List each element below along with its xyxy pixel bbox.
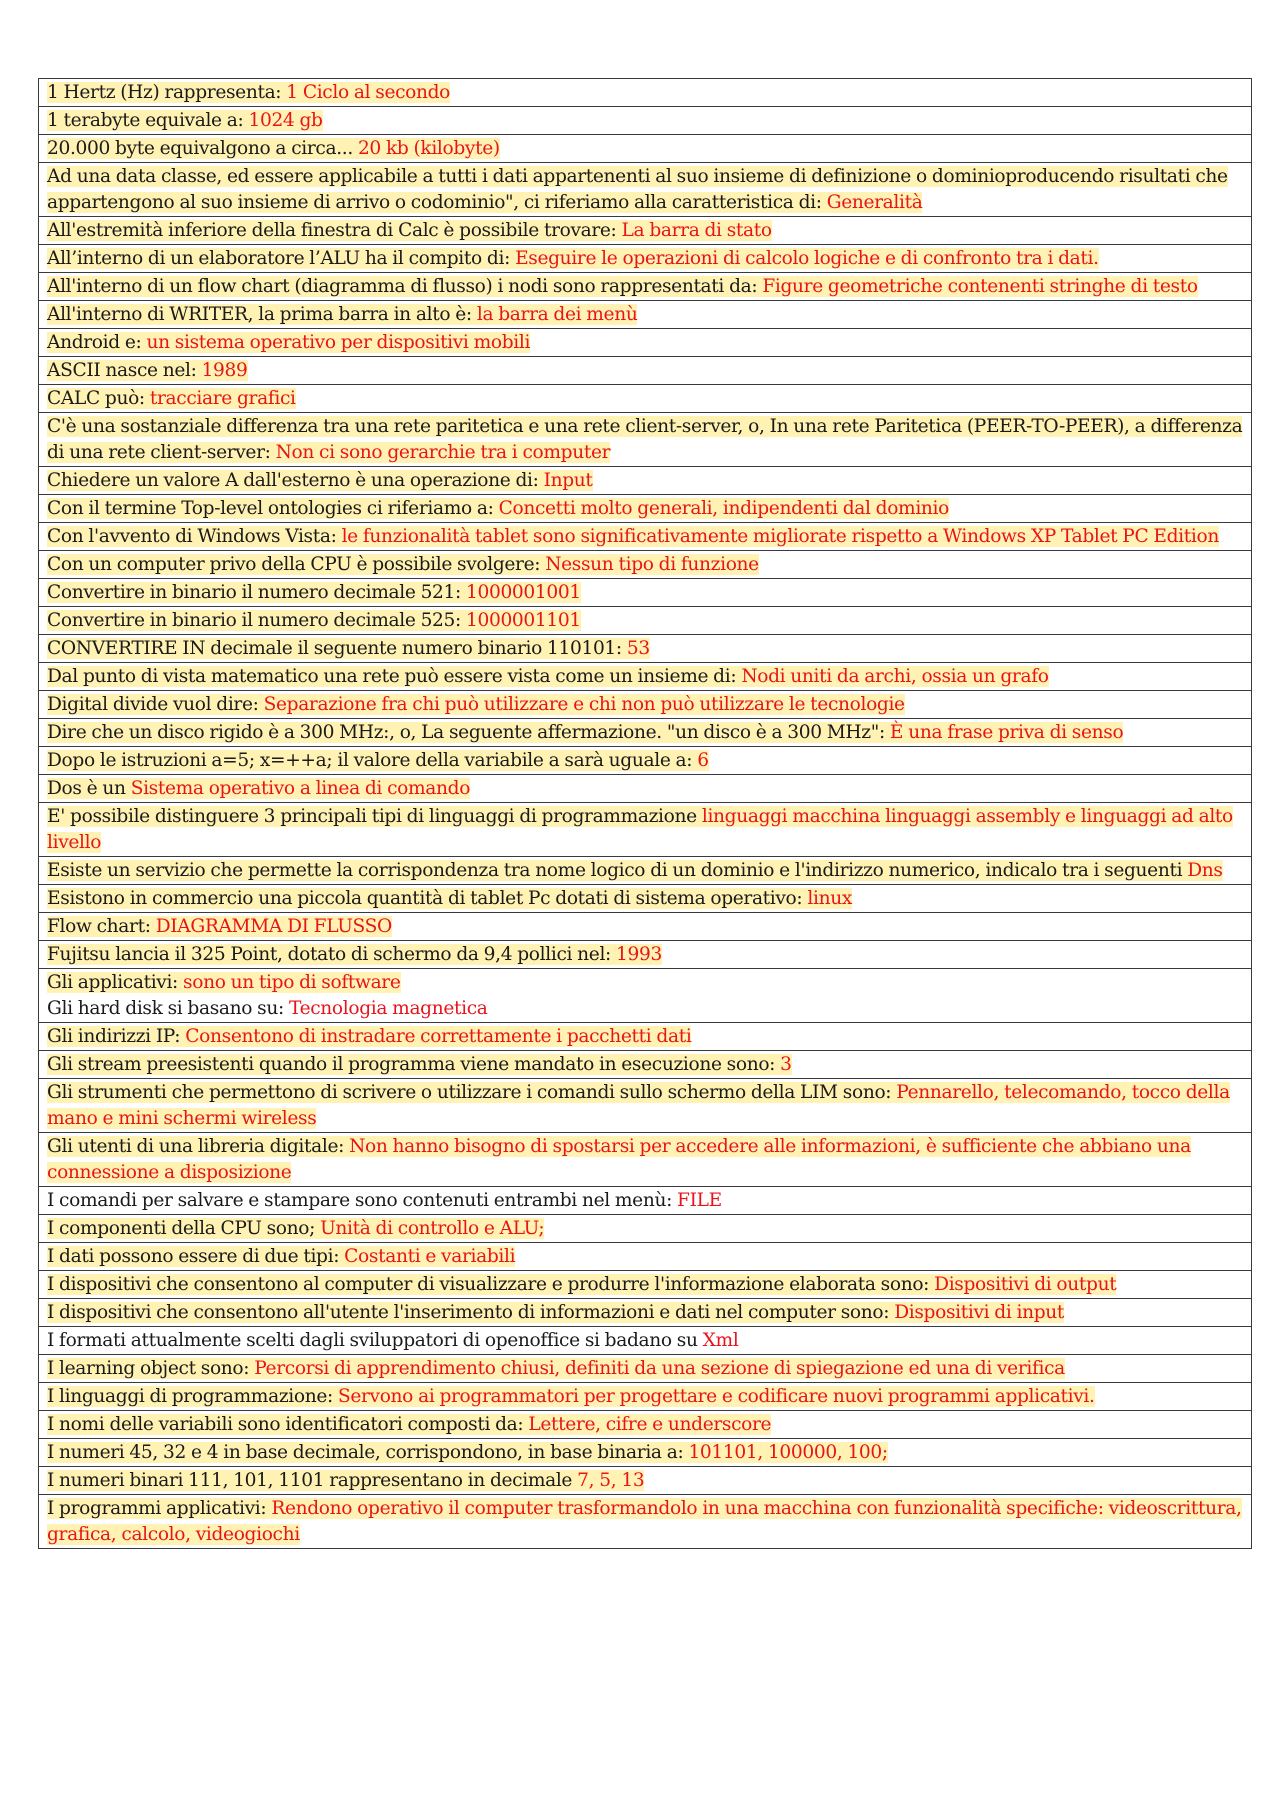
answer-text: FILE (677, 1190, 722, 1211)
table-row (39, 1243, 1252, 1271)
table-row (39, 163, 1252, 217)
table-row (39, 245, 1252, 273)
question-text: I dispositivi che consentono al computer di visualizzare e produrre l'informazione elaborata sono: (47, 1274, 935, 1295)
table-row (39, 775, 1252, 803)
question-text: Con il termine Top-level ontologies ci riferiamo a: (47, 498, 499, 519)
qa-cell (39, 1023, 1252, 1051)
table-row (39, 941, 1252, 969)
qa-cell (39, 747, 1252, 775)
qa-cell (39, 163, 1252, 217)
table-row (39, 413, 1252, 467)
answer-text: Non hanno bisogno di spostarsi per accedere alle informazioni, è sufficiente che abbiano una connessione a disposizione (47, 1136, 1191, 1183)
answer-text: 101101, 100000, 100; (688, 1442, 888, 1463)
qa-cell (39, 803, 1252, 857)
table-row (39, 1411, 1252, 1439)
answer-text: sono un tipo di software (183, 972, 401, 993)
answer-text: Dns (1187, 860, 1223, 881)
question-text: I comandi per salvare e stampare sono contenuti entrambi nel menù: (47, 1190, 678, 1211)
question-text: All'interno di un flow chart (diagramma di flusso) i nodi sono rappresentati da: (47, 276, 763, 297)
qa-cell (39, 329, 1252, 357)
question-text: All'estremità inferiore della finestra di Calc è possibile trovare: (47, 220, 622, 241)
question-text: All'interno di WRITER, la prima barra in alto è: (47, 304, 477, 325)
question-text: Dire che un disco rigido è a 300 MHz:, o, La seguente affermazione. "un disco è a 300 MHz": (47, 722, 890, 743)
question-text: Fujitsu lancia il 325 Point, dotato di schermo da 9,4 pollici nel: (47, 944, 617, 965)
table-row (39, 357, 1252, 385)
question-text: 20.000 byte equivalgono a circa... (47, 138, 358, 159)
table-row (39, 1327, 1252, 1355)
qa-cell (39, 1215, 1252, 1243)
qa-cell (39, 495, 1252, 523)
question-text: All’interno di un elaboratore l’ALU ha il compito di: (47, 248, 516, 269)
table-row (39, 635, 1252, 663)
table-row (39, 857, 1252, 885)
qa-cell (39, 1079, 1252, 1133)
question-text: CALC può: (47, 388, 150, 409)
table-row (39, 747, 1252, 775)
answer-text: Tecnologia magnetica (288, 998, 488, 1019)
qa-cell (39, 635, 1252, 663)
answer-text: Dispositivi di output (934, 1274, 1117, 1295)
answer-text: linux (807, 888, 852, 909)
question-text: I formati attualmente scelti dagli sviluppatori di openoffice si badano su (47, 1330, 703, 1351)
question-text: Dopo le istruzioni a=5; x=++a; il valore della variabile a sarà uguale a: (47, 750, 698, 771)
answer-text: DIAGRAMMA DI FLUSSO (155, 916, 392, 937)
qa-cell (39, 1299, 1252, 1327)
answer-text: 1 Ciclo al secondo (286, 82, 451, 103)
answer-text: 1989 (201, 360, 248, 381)
answer-text: Separazione fra chi può utilizzare e chi non può utilizzare le tecnologie (263, 694, 905, 715)
question-text: Ad una data classe, ed essere applicabile a tutti i dati appartenenti al suo insieme di definizione o dominioproducendo risultati che appartengono al suo insieme di arrivo o codominio", ci riferiamo alla caratteristica di: (47, 166, 1228, 213)
table-row (39, 1355, 1252, 1383)
table-row (39, 467, 1252, 495)
table-row (39, 1215, 1252, 1243)
qa-cell (39, 857, 1252, 885)
qa-cell (39, 1187, 1252, 1215)
table-row (39, 523, 1252, 551)
table-row (39, 803, 1252, 857)
qa-cell (39, 357, 1252, 385)
table-row (39, 969, 1252, 1023)
qa-cell (39, 913, 1252, 941)
answer-text: La barra di stato (621, 220, 772, 241)
question-text: Gli stream preesistenti quando il programma viene mandato in esecuzione sono: (47, 1054, 781, 1075)
answer-text: 53 (626, 638, 650, 659)
question-text: Gli indirizzi IP: (47, 1026, 186, 1047)
qa-cell (39, 385, 1252, 413)
answer-text: Nessun tipo di funzione (545, 554, 759, 575)
table-row (39, 1495, 1252, 1549)
table-row (39, 385, 1252, 413)
table-row (39, 1439, 1252, 1467)
table-row (39, 1299, 1252, 1327)
table-row (39, 217, 1252, 245)
qa-cell (39, 79, 1252, 107)
question-text: I componenti della CPU sono; (47, 1218, 321, 1239)
answer-text: Non ci sono gerarchie tra i computer (275, 442, 611, 463)
answer-text: 7, 5, 13 (577, 1470, 645, 1491)
answer-text: 1993 (616, 944, 662, 965)
qa-cell (39, 607, 1252, 635)
table-row (39, 913, 1252, 941)
question-text: 1 Hertz (Hz) rappresenta: (47, 82, 287, 103)
qa-cell (39, 1327, 1252, 1355)
qa-cell (39, 273, 1252, 301)
qa-cell (39, 245, 1252, 273)
answer-text: È una frase priva di senso (889, 722, 1124, 743)
qa-cell (39, 551, 1252, 579)
qa-table (38, 78, 1252, 1549)
answer-text: Unità di controllo e ALU; (320, 1218, 545, 1239)
document-page (38, 78, 1252, 1549)
qa-cell (39, 775, 1252, 803)
qa-cell (39, 1355, 1252, 1383)
qa-cell (39, 1383, 1252, 1411)
qa-cell (39, 1051, 1252, 1079)
qa-cell (39, 719, 1252, 747)
qa-cell (39, 301, 1252, 329)
question-text: I numeri 45, 32 e 4 in base decimale, corrispondono, in base binaria a: (47, 1442, 689, 1463)
question-text: I linguaggi di programmazione: (47, 1386, 338, 1407)
qa-cell (39, 1411, 1252, 1439)
answer-text: 1024 gb (248, 110, 323, 131)
question-text: Convertire in binario il numero decimale 521: (47, 582, 466, 603)
qa-table-body (39, 79, 1252, 1549)
table-row (39, 607, 1252, 635)
answer-text: Percorsi di apprendimento chiusi, definiti da una sezione di spiegazione ed una di verifica (254, 1358, 1065, 1379)
table-row (39, 1187, 1252, 1215)
answer-text: Servono ai programmatori per progettare e codificare nuovi programmi applicativi. (337, 1386, 1095, 1407)
question-text: Gli hard disk si basano su: (47, 998, 289, 1019)
table-row (39, 579, 1252, 607)
question-text: Chiedere un valore A dall'esterno è una operazione di: (47, 470, 544, 491)
question-text: Digital divide vuol dire: (47, 694, 264, 715)
question-text: I numeri binari 111, 101, 1101 rappresentano in decimale (47, 1470, 578, 1491)
question-text: I dispositivi che consentono all'utente l'inserimento di informazioni e dati nel computer sono: (47, 1302, 895, 1323)
question-text: I dati possono essere di due tipi: (47, 1246, 345, 1267)
answer-text: le funzionalità tablet sono significativamente migliorate rispetto a Windows XP Tablet PC Edition (341, 526, 1219, 547)
answer-text: un sistema operativo per dispositivi mobili (146, 332, 531, 353)
answer-text: Pennarello, telecomando, tocco della mano e mini schermi wireless (47, 1082, 1230, 1129)
table-row (39, 1051, 1252, 1079)
answer-text: Lettere, cifre e underscore (528, 1414, 772, 1435)
table-row (39, 1271, 1252, 1299)
answer-text: tracciare grafici (149, 388, 296, 409)
answer-text: 3 (780, 1054, 792, 1075)
qa-cell (39, 941, 1252, 969)
answer-text: Eseguire le operazioni di calcolo logiche e di confronto tra i dati. (515, 248, 1099, 269)
qa-cell (39, 523, 1252, 551)
qa-cell (39, 1467, 1252, 1495)
answer-text: 20 kb (kilobyte) (357, 138, 500, 159)
question-text: Gli applicativi: (47, 972, 184, 993)
qa-cell (39, 663, 1252, 691)
table-row (39, 273, 1252, 301)
table-row (39, 1079, 1252, 1133)
table-row (39, 719, 1252, 747)
table-row (39, 1383, 1252, 1411)
answer-text: 6 (697, 750, 709, 771)
qa-cell (39, 413, 1252, 467)
answer-text: Concetti molto generali, indipendenti dal dominio (498, 498, 949, 519)
answer-text: Sistema operativo a linea di comando (130, 778, 471, 799)
table-row (39, 329, 1252, 357)
question-text: E' possibile distinguere 3 principali tipi di linguaggi di programmazione (47, 806, 702, 827)
question-text: Gli strumenti che permettono di scrivere o utilizzare i comandi sullo schermo della LIM sono: (47, 1082, 897, 1103)
question-text: Esistono in commercio una piccola quantità di tablet Pc dotati di sistema operativo: (47, 888, 808, 909)
table-row (39, 495, 1252, 523)
qa-cell (39, 969, 1252, 1023)
answer-text: Xml (702, 1330, 739, 1351)
answer-text: Nodi uniti da archi, ossia un grafo (741, 666, 1049, 687)
answer-text: linguaggi macchina linguaggi assembly e linguaggi ad alto livello (47, 806, 1233, 853)
qa-cell (39, 691, 1252, 719)
question-text: Gli utenti di una libreria digitale: (47, 1136, 350, 1157)
table-row (39, 663, 1252, 691)
table-row (39, 885, 1252, 913)
table-row (39, 1133, 1252, 1187)
table-row (39, 1023, 1252, 1051)
table-row (39, 79, 1252, 107)
qa-cell (39, 885, 1252, 913)
answer-text: la barra dei menù (476, 304, 638, 325)
qa-cell (39, 579, 1252, 607)
qa-cell (39, 1133, 1252, 1187)
question-text: I learning object sono: (47, 1358, 255, 1379)
answer-text: Costanti e variabili (344, 1246, 516, 1267)
answer-text: Input (543, 470, 593, 491)
question-text: CONVERTIRE IN decimale il seguente numero binario 110101: (47, 638, 627, 659)
answer-text: Rendono operativo il computer trasformandolo in una macchina con funzionalità specifiche: videoscrittura, grafica, calcolo, videogiochi (47, 1498, 1242, 1545)
question-text: Android e: (47, 332, 147, 353)
table-row (39, 1467, 1252, 1495)
qa-cell (39, 1243, 1252, 1271)
question-text: Con l'avvento di Windows Vista: (47, 526, 342, 547)
qa-cell (39, 135, 1252, 163)
question-text: I programmi applicativi: (47, 1498, 272, 1519)
question-text: Convertire in binario il numero decimale 525: (47, 610, 466, 631)
table-row (39, 301, 1252, 329)
question-text: Dal punto di vista matematico una rete può essere vista come un insieme di: (47, 666, 742, 687)
answer-text: Dispositivi di input (894, 1302, 1064, 1323)
qa-cell (39, 467, 1252, 495)
qa-cell (39, 1271, 1252, 1299)
question-text: Flow chart: (47, 916, 156, 937)
qa-cell (39, 1495, 1252, 1549)
question-text: C'è una sostanziale differenza tra una rete paritetica e una rete client-server, o, In una rete Paritetica (PEER-TO-PEER), a differenza di una rete client-server: (47, 416, 1243, 463)
question-text: Con un computer privo della CPU è possibile svolgere: (47, 554, 546, 575)
secondary-line (47, 996, 1243, 1022)
table-row (39, 551, 1252, 579)
qa-cell (39, 107, 1252, 135)
answer-text: Figure geometriche contenenti stringhe di testo (762, 276, 1198, 297)
qa-cell (39, 1439, 1252, 1467)
table-row (39, 107, 1252, 135)
table-row (39, 135, 1252, 163)
table-row (39, 691, 1252, 719)
question-text: ASCII nasce nel: (47, 360, 202, 381)
qa-cell (39, 217, 1252, 245)
question-text: 1 terabyte equivale a: (47, 110, 249, 131)
answer-text: Generalità (826, 192, 923, 213)
answer-text: 1000001101 (466, 610, 581, 631)
question-text: Dos è un (47, 778, 131, 799)
answer-text: Consentono di instradare correttamente i pacchetti dati (185, 1026, 692, 1047)
answer-text: 1000001001 (466, 582, 581, 603)
question-text: Esiste un servizio che permette la corrispondenza tra nome logico di un dominio e l'indirizzo numerico, indicalo tra i seguenti (47, 860, 1188, 881)
question-text: I nomi delle variabili sono identificatori composti da: (47, 1414, 529, 1435)
